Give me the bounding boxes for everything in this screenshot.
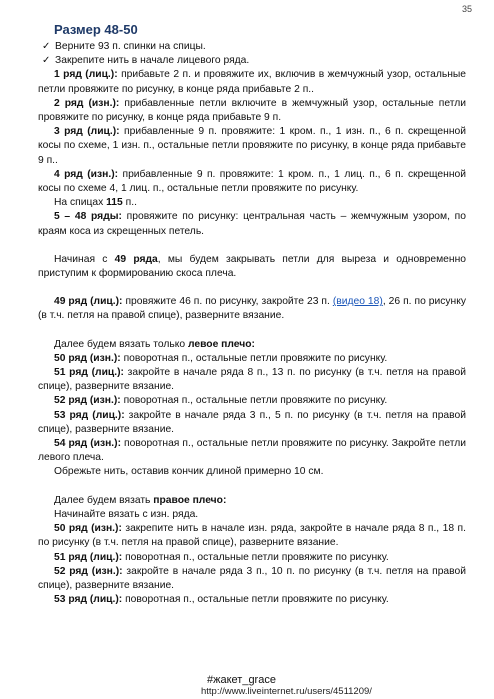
total-value: 115 [106, 197, 123, 209]
row-label: 51 ряд (лиц.): [54, 367, 124, 379]
row-4 [38, 168, 466, 196]
row-text: провяжите по рисунку: центральная часть – жемчужным узором, по краям коса из скрещенных петель. [38, 211, 466, 237]
row-label: 49 ряд (лиц.): [54, 296, 123, 308]
intro-prefix: Далее будем вязать только [54, 338, 188, 350]
row-text: поворотная п., остальные петли провяжите по рисунку. [122, 594, 389, 606]
row-52-right [38, 565, 466, 593]
row-50-right [38, 522, 466, 550]
start-note: Начинайте вязать с изн. ряда. [54, 508, 199, 520]
cut-thread-note: Обрежьте нить, оставив кончик длиной примерно 10 см. [54, 466, 324, 478]
row-53-right [38, 593, 466, 607]
row-text: поворотная п., остальные петли провяжите по рисунку. [120, 352, 388, 364]
row-label: 5 – 48 ряды: [54, 211, 122, 223]
row-text: прибавленные 9 п. провяжите: 1 кром. п., 1 изн. п., 6 п. скрещенной косы по схеме, 1 изн. п., остальные петли провяжите по рисунку, в конце ряда прибавьте 9 п.. [38, 126, 466, 166]
stitch-total [38, 196, 466, 210]
row-3 [38, 125, 466, 168]
row-label: 1 ряд (лиц.): [54, 69, 118, 81]
intro-prefix: Далее будем вязать [54, 494, 154, 506]
left-shoulder-title: левое плечо: [187, 338, 255, 350]
row-label: 51 ряд (лиц.): [54, 551, 123, 563]
page-number: 35 [461, 4, 472, 14]
row-5-48 [38, 210, 466, 238]
row-label: 50 ряд (изн.): [54, 352, 121, 364]
row-51-right [38, 551, 466, 565]
bullet-item: ✓ Верните 93 п. спинки на спицы. [38, 40, 466, 54]
neckline-intro [38, 253, 466, 281]
row-text: закройте в начале ряда 3 п., 10 п. по рисунку (в т.ч. петля на правой спице), разверните вязание. [38, 565, 466, 591]
row-2 [38, 97, 466, 125]
row-52 [38, 394, 466, 408]
row-label: 53 ряд (лиц.): [54, 409, 125, 421]
total-suffix: п.. [122, 197, 137, 209]
row-label: 54 ряд (изн.): [54, 438, 122, 450]
row-text: прибавьте 2 п. и провяжите их, включив в жемчужный узор, остальные петли провяжите по рисунку, в конце ряда прибавьте 2 п.. [38, 69, 467, 95]
right-shoulder-title: правое плечо: [153, 494, 227, 506]
row-text: прибавленные петли включите в жемчужный узор, остальные петли провяжите по рисунку, в конце ряда прибавьте 9 п. [38, 97, 466, 124]
row-54 [38, 437, 466, 465]
row-label: 52 ряд (изн.): [54, 395, 121, 407]
row-text: поворотная п., остальные петли провяжите по рисунку. [122, 551, 389, 563]
row-53 [38, 409, 466, 437]
row-51 [38, 366, 466, 394]
footer-hashtag: #жакет_grace [207, 674, 276, 686]
row-label: 50 ряд (изн.): [54, 523, 122, 535]
row-text: закрепите нить в начале изн. ряда, закройте в начале ряда 8 п., 18 п. по рисунку (в т.ч. петля на правой спице), разверните вязание. [38, 523, 466, 549]
row-label: 3 ряд (лиц.): [54, 126, 120, 138]
row-label: 53 ряд (лиц.): [54, 594, 123, 606]
pattern-text [38, 40, 466, 607]
row-text: прибавленные 9 п. провяжите: 1 кром. п., 1 лиц. п., 6 п. скрещенной косы по схеме 4, 1 лиц. п., остальные петли провяжите по рисунку. [38, 168, 466, 195]
bullet-item: ✓ Закрепите нить в начале лицевого ряда. [38, 54, 466, 68]
row-text: поворотная п., остальные петли провяжите по рисунку. Закройте петли левого плеча. [38, 438, 466, 464]
row-text: провяжите 46 п. по рисунку, закройте 23 п. [122, 296, 333, 308]
row-label: 4 ряд (изн.): [54, 168, 119, 180]
video-link[interactable]: (видео 18) [332, 296, 383, 308]
row-label: 2 ряд (изн.): [54, 97, 120, 109]
watermark-url: http://www.liveinternet.ru/users/4511209/ [201, 686, 372, 697]
row-text: поворотная п., остальные петли провяжите по рисунку. [120, 395, 388, 407]
size-heading: Размер 48-50 [54, 22, 138, 37]
row-label: 52 ряд (изн.): [54, 565, 123, 577]
row-text: закройте в начале ряда 3 п., 5 п. по рисунку (в т.ч. петля на правой спице), разверните вязание. [38, 409, 466, 435]
total-prefix: На спицах [54, 197, 107, 209]
intro-suffix: , мы будем закрывать петли для выреза и одновременно приступим к формированию скоса плеча. [38, 253, 466, 280]
row-text: закройте в начале ряда 8 п., 13 п. по рисунку (в т.ч. петля на правой спице), разверните вязание. [38, 367, 466, 393]
row-1 [38, 68, 466, 96]
intro-bold: 49 ряда [114, 253, 158, 265]
row-text: , 26 п. по рисунку (в т.ч. петля на правой спице), разверните вязание. [38, 296, 467, 322]
row-50 [38, 352, 466, 366]
row-49 [38, 295, 466, 323]
left-shoulder-intro [38, 338, 466, 352]
right-shoulder-intro [38, 494, 466, 508]
intro-prefix: Начиная с [54, 253, 115, 265]
